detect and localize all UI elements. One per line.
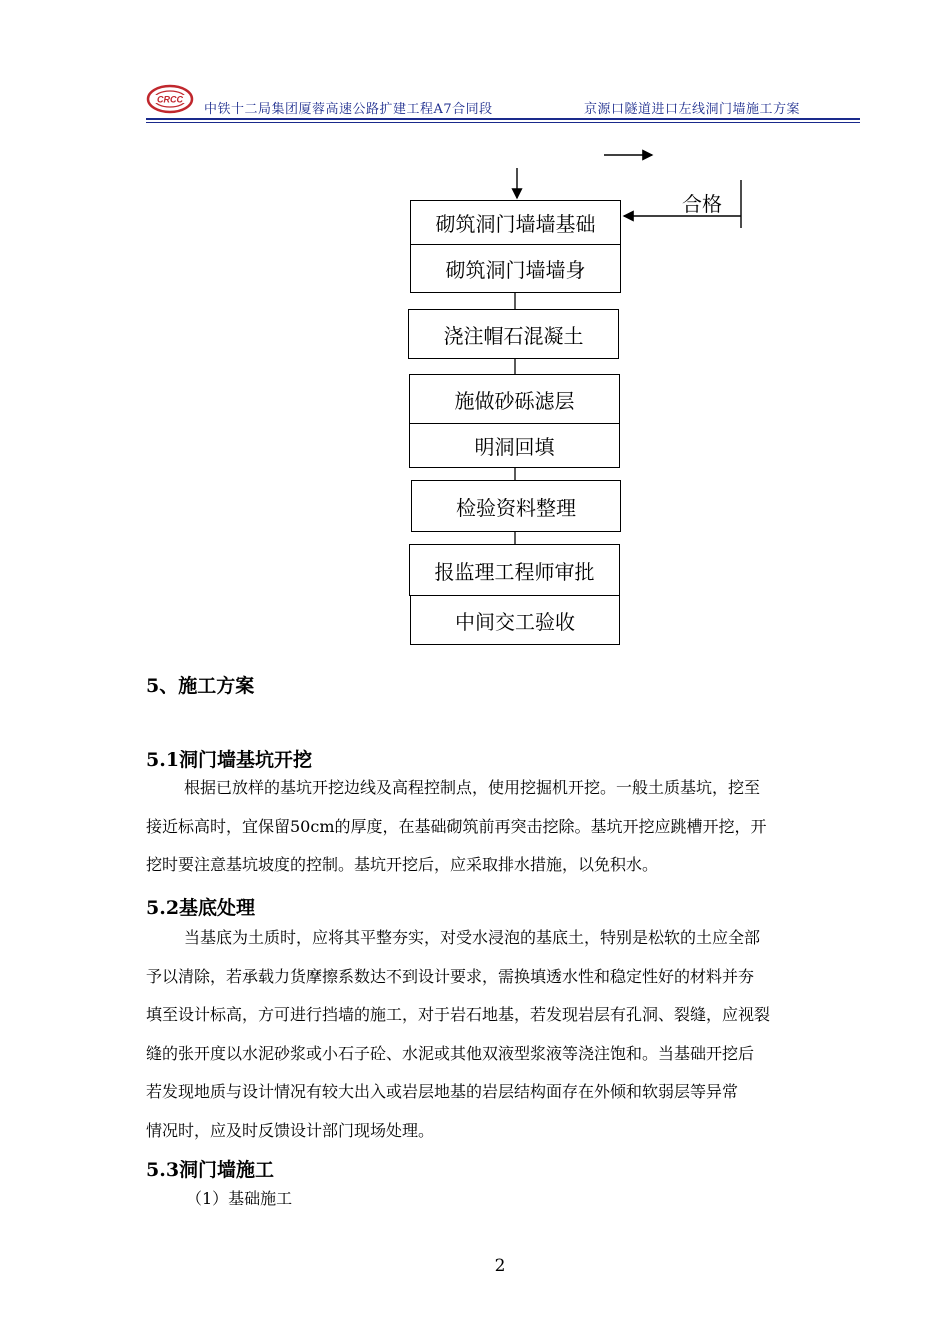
flow-step-data-check: 检验资料整理 xyxy=(411,480,621,532)
subsection-heading-5-3: 5.3洞门墙施工 xyxy=(146,1159,275,1181)
subsection-heading-5-1: 5.1洞门墙基坑开挖 xyxy=(146,749,313,771)
header-left-title: 中铁十二局集团厦蓉高速公路扩建工程A7合同段 xyxy=(204,102,493,117)
header-right-title: 京源口隧道进口左线洞门墙施工方案 xyxy=(584,102,801,117)
logo-text: CRCC xyxy=(157,94,183,105)
paragraph-5-2 xyxy=(146,919,862,1150)
text-line: 情况时，应及时反馈设计部门现场处理。 xyxy=(146,1120,435,1140)
text-line: 当基底为土质时，应将其平整夯实，对受水浸泡的基底土，特别是松软的土应全部 xyxy=(184,928,761,947)
text-line: 接近标高时，宜保留50cm的厚度，在基础砌筑前再突击挖除。基坑开挖应跳槽开挖，开 xyxy=(146,816,767,836)
pass-label: 合格 xyxy=(682,192,722,216)
flow-step-acceptance: 中间交工验收 xyxy=(410,595,620,645)
text-line: 填至设计标高，方可进行挡墙的施工，对于岩石地基，若发现岩层有孔洞、裂缝，应视裂 xyxy=(146,1005,771,1024)
flow-step-supervisor-approval: 报监理工程师审批 xyxy=(409,544,620,596)
subsection-heading-5-2: 5.2基底处理 xyxy=(146,897,256,919)
flow-step-wall-body: 砌筑洞门墙墙身 xyxy=(410,244,621,293)
page-number: 2 xyxy=(494,1256,506,1276)
flow-step-wall-foundation: 砌筑洞门墙墙基础 xyxy=(410,200,621,245)
text-line: 根据已放样的基坑开挖边线及高程控制点，使用挖掘机开挖。一般土质基坑，挖至 xyxy=(184,778,761,797)
flow-step-backfill: 明洞回填 xyxy=(409,423,620,468)
paragraph-5-1 xyxy=(146,769,862,885)
text-line: 若发现地质与设计情况有较大出入或岩层地基的岩层结构面存在外倾和软弱层等异常 xyxy=(146,1082,739,1101)
text-line: 予以清除，若承载力货摩擦系数达不到设计要求，需换填透水性和稳定性好的材料并夯 xyxy=(146,966,755,986)
flow-step-gravel-filter: 施做砂砾滤层 xyxy=(409,374,620,424)
flow-step-cap-concrete: 浇注帽石混凝土 xyxy=(408,309,619,359)
text-line: 缝的张开度以水泥砂浆或小石子砼、水泥或其他双液型浆液等浇注饱和。当基础开挖后 xyxy=(146,1043,755,1063)
section-heading: 5、施工方案 xyxy=(146,675,255,697)
subitem-foundation: （1）基础施工 xyxy=(186,1189,293,1208)
text-line: 挖时要注意基坑坡度的控制。基坑开挖后，应采取排水措施，以免积水。 xyxy=(146,855,659,874)
